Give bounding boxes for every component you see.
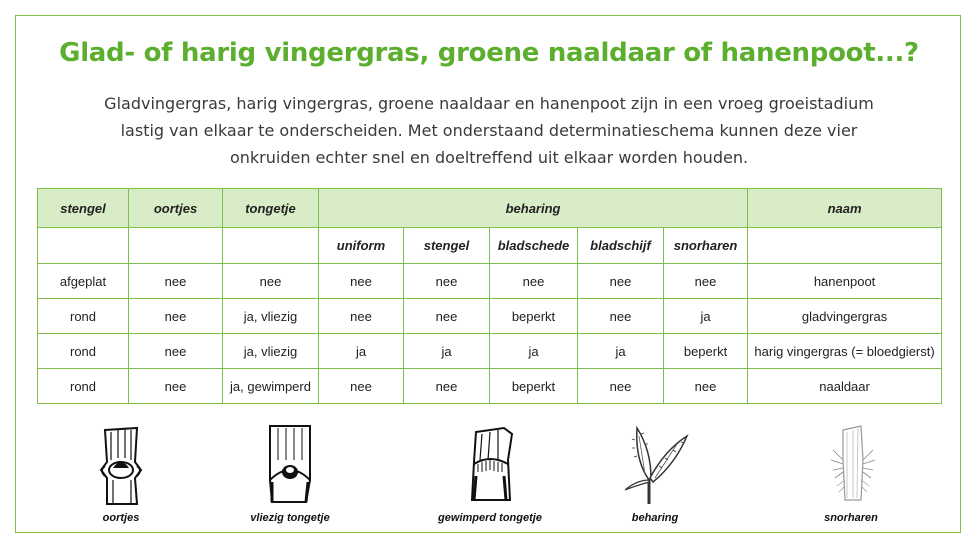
table-cell: ja, vliezig xyxy=(223,299,319,334)
page-title: Glad- of harig vingergras, groene naaldaar of hanenpoot...? xyxy=(59,38,919,68)
subheader-blank xyxy=(129,228,223,264)
table-cell: ja, gewimperd xyxy=(223,369,319,404)
table-cell: afgeplat xyxy=(38,264,129,299)
intro-line: onkruiden echter snel en doeltreffend uit elkaar worden houden. xyxy=(229,148,749,167)
table-cell: rond xyxy=(38,299,129,334)
table-cell: rond xyxy=(38,334,129,369)
figure-snorharen xyxy=(766,420,936,530)
membranous-ligule-drawing-icon xyxy=(260,420,320,508)
table-cell: nee xyxy=(319,264,404,299)
table-cell: nee xyxy=(404,299,490,334)
table-cell-name: gladvingergras xyxy=(748,299,942,334)
table-cell: ja xyxy=(664,299,748,334)
table-cell: nee xyxy=(129,299,223,334)
header-stengel: stengel xyxy=(38,189,129,228)
table-cell: nee xyxy=(319,299,404,334)
header-naam: naam xyxy=(748,189,942,228)
header-tongetje: tongetje xyxy=(223,189,319,228)
subheader-uniform: uniform xyxy=(319,228,404,264)
subheader-blank xyxy=(38,228,129,264)
intro-line: Gladvingergras, harig vingergras, groene naaldaar en hanenpoot zijn in een vroeg groeistadium xyxy=(104,94,874,113)
figure-vliezig-tongetje xyxy=(205,420,375,530)
table-cell: nee xyxy=(490,264,578,299)
figure-label: gewimperd tongetje xyxy=(438,512,542,524)
figure-beharing xyxy=(570,420,740,530)
table-cell: nee xyxy=(664,264,748,299)
figure-label: oortjes xyxy=(102,512,140,524)
header-beharing: beharing xyxy=(319,189,748,228)
table-row xyxy=(38,299,942,334)
table-cell: nee xyxy=(129,334,223,369)
determination-table xyxy=(37,188,942,404)
subheader-bladschede: bladschede xyxy=(490,228,578,264)
header-oortjes: oortjes xyxy=(129,189,223,228)
table-cell: ja xyxy=(319,334,404,369)
table-row xyxy=(38,369,942,404)
table-cell: beperkt xyxy=(490,299,578,334)
table-cell: nee xyxy=(664,369,748,404)
intro-line: lastig van elkaar te onderscheiden. Met onderstaand determinatieschema kunnen deze vier xyxy=(120,121,858,140)
subheader-snorharen: snorharen xyxy=(664,228,748,264)
table-cell: ja xyxy=(490,334,578,369)
table-cell: nee xyxy=(578,264,664,299)
subheader-blank xyxy=(748,228,942,264)
table-cell: nee xyxy=(578,299,664,334)
table-cell: nee xyxy=(404,369,490,404)
table-cell: nee xyxy=(319,369,404,404)
table-row xyxy=(38,264,942,299)
table-cell-name: harig vingergras (= bloedgierst) xyxy=(748,334,942,369)
table-cell: beperkt xyxy=(664,334,748,369)
table-cell: nee xyxy=(129,369,223,404)
ciliate-ligule-drawing-icon xyxy=(460,420,520,508)
table-cell-name: naaldaar xyxy=(748,369,942,404)
table-cell: ja, vliezig xyxy=(223,334,319,369)
intro-paragraph xyxy=(60,90,918,171)
table-cell: nee xyxy=(223,264,319,299)
table-subheader-row xyxy=(38,228,942,264)
illustrations-row xyxy=(0,420,978,530)
table-row xyxy=(38,334,942,369)
table-cell: beperkt xyxy=(490,369,578,404)
table-cell: ja xyxy=(404,334,490,369)
whiskers-drawing-icon xyxy=(821,420,881,508)
auricle-drawing-icon xyxy=(91,420,151,508)
table-cell-name: hanenpoot xyxy=(748,264,942,299)
subheader-bladschijf: bladschijf xyxy=(578,228,664,264)
figure-label: vliezig tongetje xyxy=(250,512,330,524)
subheader-stengel: stengel xyxy=(404,228,490,264)
figure-label: snorharen xyxy=(824,512,878,524)
figure-label: beharing xyxy=(631,512,679,524)
hairy-leaf-drawing-icon xyxy=(615,420,695,508)
table-cell: nee xyxy=(404,264,490,299)
table-cell: ja xyxy=(578,334,664,369)
table-header-row xyxy=(38,189,942,228)
figure-gewimperd-tongetje xyxy=(405,420,575,530)
figure-oortjes xyxy=(36,420,206,530)
table-cell: nee xyxy=(129,264,223,299)
table-cell: nee xyxy=(578,369,664,404)
table-cell: rond xyxy=(38,369,129,404)
subheader-blank xyxy=(223,228,319,264)
